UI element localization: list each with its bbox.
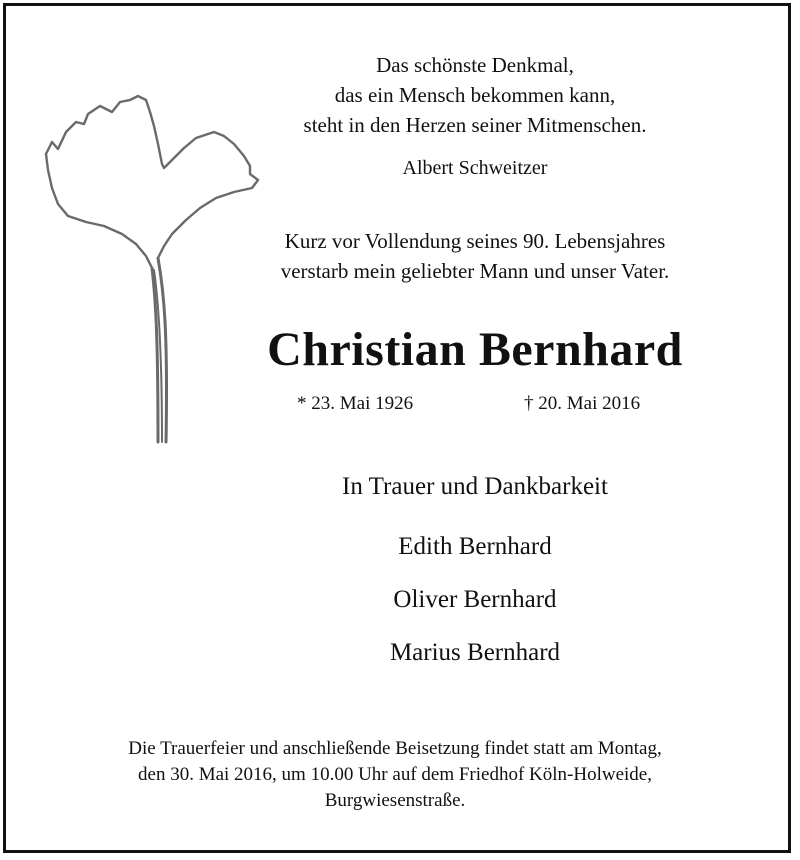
quote-line-1: Das schönste Denkmal, xyxy=(376,53,574,77)
survivor-name: Marius Bernhard xyxy=(389,639,561,666)
quote-line-2: das ein Mensch bekommen kann, xyxy=(334,83,616,107)
intro-line-2: verstarb mein geliebter Mann und unser Vater. xyxy=(280,259,670,283)
mourning-heading: In Trauer und Dankbarkeit xyxy=(342,473,608,500)
funeral-line-2: den 30. Mai 2016, um 10.00 Uhr auf dem Friedhof Köln-Holweide, xyxy=(138,764,652,785)
intro-line-1: Kurz vor Vollendung seines 90. Lebensjahres xyxy=(284,229,666,253)
funeral-notice xyxy=(30,736,760,814)
birth-date: * 23. Mai 1926 xyxy=(297,393,414,414)
quote xyxy=(210,50,740,140)
funeral-line-3: Burgwiesenstraße. xyxy=(324,790,466,811)
survivor-name: Oliver Bernhard xyxy=(393,586,557,613)
deceased-name: Christian Bernhard xyxy=(267,323,683,376)
funeral-line-1: Die Trauerfeier und anschließende Beisetzung findet statt am Montag, xyxy=(128,738,662,759)
quote-author: Albert Schweitzer xyxy=(402,157,548,179)
survivors-list xyxy=(210,531,740,690)
death-date: † 20. Mai 2016 xyxy=(524,393,641,414)
quote-line-3: steht in den Herzen seiner Mitmenschen. xyxy=(303,113,647,137)
intro-text xyxy=(210,226,740,286)
survivor-name: Edith Bernhard xyxy=(398,533,552,560)
